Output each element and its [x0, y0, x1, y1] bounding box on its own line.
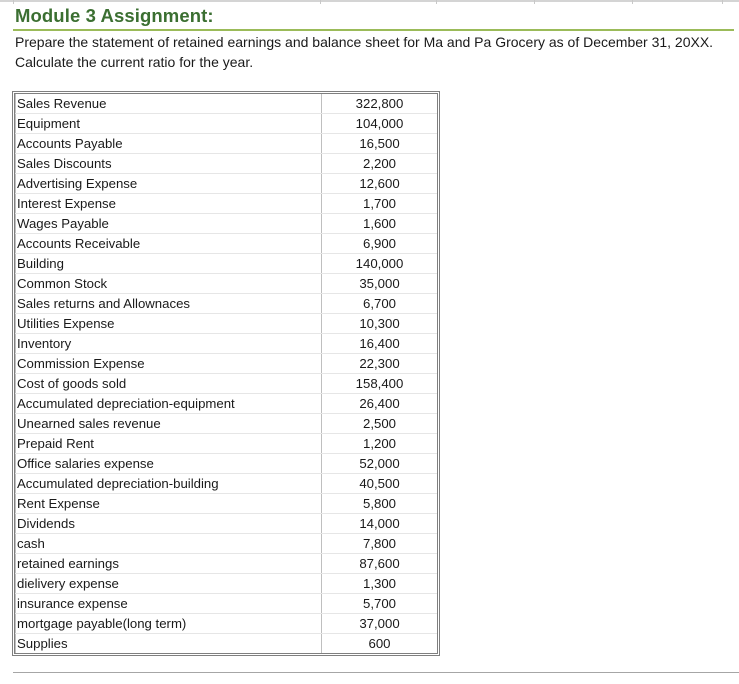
account-amount-cell[interactable]: 322,800 [322, 94, 438, 114]
account-amount-cell[interactable]: 10,300 [322, 314, 438, 334]
instruction-line[interactable]: Calculate the current ratio for the year. [15, 54, 254, 70]
account-amount-cell[interactable]: 52,000 [322, 454, 438, 474]
account-amount-cell[interactable]: 16,400 [322, 334, 438, 354]
page-title[interactable]: Module 3 Assignment: [15, 5, 214, 26]
account-name-cell[interactable]: Commission Expense [16, 354, 322, 374]
bottom-gridline [13, 672, 739, 673]
accounts-table [15, 94, 437, 653]
account-name-cell[interactable]: Dividends [16, 514, 322, 534]
table-row [16, 454, 438, 474]
account-name-cell[interactable]: Building [16, 254, 322, 274]
table-row [16, 354, 438, 374]
account-name-cell[interactable]: Utilities Expense [16, 314, 322, 334]
account-name-cell[interactable]: Wages Payable [16, 214, 322, 234]
table-row [16, 274, 438, 294]
table-row [16, 254, 438, 274]
table-row [16, 174, 438, 194]
account-amount-cell[interactable]: 40,500 [322, 474, 438, 494]
table-row [16, 194, 438, 214]
table-row [16, 314, 438, 334]
account-amount-cell[interactable]: 1,200 [322, 434, 438, 454]
account-name-cell[interactable]: Interest Expense [16, 194, 322, 214]
table-row [16, 474, 438, 494]
account-name-cell[interactable]: Supplies [16, 634, 322, 654]
table-row [16, 214, 438, 234]
table-row [16, 514, 438, 534]
account-amount-cell[interactable]: 22,300 [322, 354, 438, 374]
account-amount-cell[interactable]: 104,000 [322, 114, 438, 134]
table-row [16, 414, 438, 434]
account-amount-cell[interactable]: 12,600 [322, 174, 438, 194]
account-name-cell[interactable]: Cost of goods sold [16, 374, 322, 394]
account-name-cell[interactable]: cash [16, 534, 322, 554]
table-row [16, 334, 438, 354]
column-tick [534, 0, 535, 4]
table-row [16, 114, 438, 134]
column-tick [13, 0, 14, 4]
account-amount-cell[interactable]: 7,800 [322, 534, 438, 554]
account-amount-cell[interactable]: 6,900 [322, 234, 438, 254]
table-row [16, 574, 438, 594]
table-row [16, 154, 438, 174]
account-name-cell[interactable]: mortgage payable(long term) [16, 614, 322, 634]
account-amount-cell[interactable]: 2,200 [322, 154, 438, 174]
account-amount-cell[interactable]: 600 [322, 634, 438, 654]
account-name-cell[interactable]: Accounts Receivable [16, 234, 322, 254]
title-underline [13, 29, 734, 31]
account-amount-cell[interactable]: 6,700 [322, 294, 438, 314]
table-row [16, 134, 438, 154]
table-row [16, 554, 438, 574]
table-row [16, 434, 438, 454]
instructions [15, 32, 735, 72]
account-amount-cell[interactable]: 1,600 [322, 214, 438, 234]
account-name-cell[interactable]: Inventory [16, 334, 322, 354]
account-name-cell[interactable]: Equipment [16, 114, 322, 134]
account-amount-cell[interactable]: 158,400 [322, 374, 438, 394]
account-name-cell[interactable]: Office salaries expense [16, 454, 322, 474]
column-tick [722, 0, 723, 4]
table-row [16, 594, 438, 614]
account-amount-cell[interactable]: 1,300 [322, 574, 438, 594]
account-amount-cell[interactable]: 2,500 [322, 414, 438, 434]
account-name-cell[interactable]: Sales returns and Allownaces [16, 294, 322, 314]
table-row [16, 394, 438, 414]
account-amount-cell[interactable]: 26,400 [322, 394, 438, 414]
column-tick [632, 0, 633, 4]
account-name-cell[interactable]: Accumulated depreciation-equipment [16, 394, 322, 414]
table-row [16, 534, 438, 554]
account-name-cell[interactable]: Accumulated depreciation-building [16, 474, 322, 494]
account-amount-cell[interactable]: 16,500 [322, 134, 438, 154]
account-name-cell[interactable]: Common Stock [16, 274, 322, 294]
account-amount-cell[interactable]: 5,700 [322, 594, 438, 614]
account-name-cell[interactable]: Sales Discounts [16, 154, 322, 174]
account-name-cell[interactable]: Accounts Payable [16, 134, 322, 154]
instruction-line[interactable]: Prepare the statement of retained earnings and balance sheet for Ma and Pa Grocery as of December 31, 20XX. [15, 34, 714, 50]
table-row [16, 374, 438, 394]
account-amount-cell[interactable]: 87,600 [322, 554, 438, 574]
sheet-top-gridline [0, 0, 739, 2]
account-name-cell[interactable]: insurance expense [16, 594, 322, 614]
account-amount-cell[interactable]: 1,700 [322, 194, 438, 214]
table-row [16, 494, 438, 514]
account-amount-cell[interactable]: 37,000 [322, 614, 438, 634]
accounts-table-frame [12, 91, 440, 656]
account-name-cell[interactable]: dielivery expense [16, 574, 322, 594]
table-row [16, 234, 438, 254]
table-row [16, 634, 438, 654]
account-name-cell[interactable]: Sales Revenue [16, 94, 322, 114]
account-name-cell[interactable]: Advertising Expense [16, 174, 322, 194]
table-row [16, 294, 438, 314]
account-amount-cell[interactable]: 5,800 [322, 494, 438, 514]
account-name-cell[interactable]: Rent Expense [16, 494, 322, 514]
account-name-cell[interactable]: Unearned sales revenue [16, 414, 322, 434]
column-tick [320, 0, 321, 4]
account-amount-cell[interactable]: 14,000 [322, 514, 438, 534]
table-row [16, 614, 438, 634]
account-name-cell[interactable]: retained earnings [16, 554, 322, 574]
account-amount-cell[interactable]: 35,000 [322, 274, 438, 294]
account-name-cell[interactable]: Prepaid Rent [16, 434, 322, 454]
table-row [16, 94, 438, 114]
column-tick [436, 0, 437, 4]
account-amount-cell[interactable]: 140,000 [322, 254, 438, 274]
